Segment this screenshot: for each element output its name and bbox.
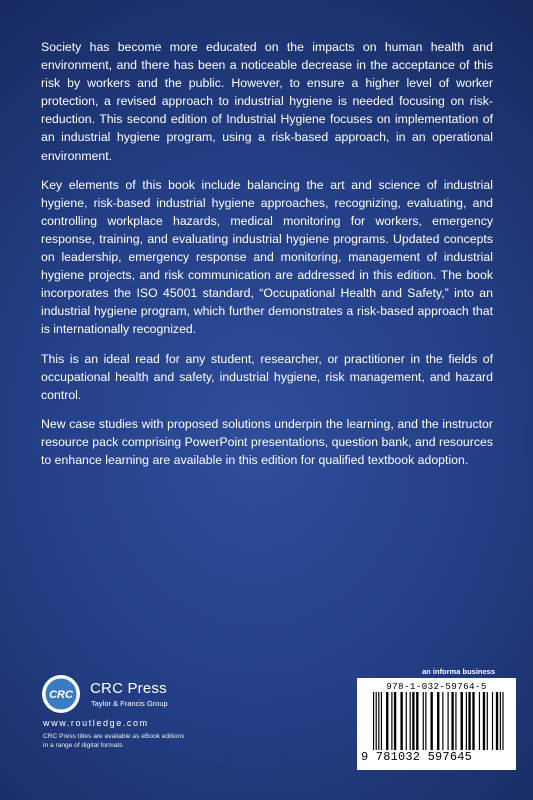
barcode-bar (423, 692, 424, 750)
crc-logo-text: CRC (49, 689, 73, 701)
barcode-bar (496, 692, 498, 750)
blurb-paragraph: This is an ideal read for any student, researcher, or practitioner in the fields of occupational health and safety, industrial hygiene, risk management, and hazard control. (41, 351, 493, 402)
barcode-bar (487, 692, 488, 750)
informa-tagline: an informa business (422, 667, 495, 676)
barcode-bar (425, 692, 426, 750)
barcode-bar (483, 692, 485, 750)
ebook-note-line: CRC Press titles are available as eBook editions (43, 733, 185, 740)
publisher-name: CRC Press (90, 680, 167, 697)
barcode-bar (492, 692, 493, 750)
barcode-bar (479, 692, 480, 750)
barcode-bar (500, 692, 501, 750)
barcode-bar (391, 692, 392, 750)
barcode-bar (373, 692, 374, 750)
barcode-bar (466, 692, 467, 750)
barcode-bar (410, 692, 411, 750)
barcode-bar (400, 692, 402, 750)
barcode-icon (371, 692, 511, 752)
publisher-website: www.routledge.com (43, 718, 149, 728)
barcode-bar (461, 692, 463, 750)
publisher-block (41, 674, 281, 774)
barcode-bar (394, 692, 396, 750)
barcode-bar (455, 692, 456, 750)
blurb-paragraph: Society has become more educated on the impacts on human health and environment, and there has been a noticeable decrease in the acceptance of this risk by workers and the public. However, to ensure a higher level of worker protection, a revised approach to industrial hygiene is needed focusing on risk-reduction. This second edition of Industrial Hygiene focuses on implementation of an industrial hygiene program, using a risk-based approach, in an operational environment. (41, 40, 493, 163)
blurb-paragraph: Key elements of this book include balancing the art and science of industrial hygiene, risk-based industrial hygiene approaches, recognizing, evaluating, and controlling workplace hazards, medical monitoring for workers, emergency response, training, and evaluating industrial hygiene programs. Updated concepts on leadership, emergency response and monitoring, management of industrial hygiene projects, and risk communication are addressed in this edition. The book incorporates the ISO 45001 standard, “Occupational Health and Safety,” into an industrial hygiene program, which further demonstrates a risk-based approach that is internationally recognized. (41, 177, 493, 337)
barcode-bar (412, 692, 414, 750)
blurb-paragraph: New case studies with proposed solutions underpin the learning, and the instructor resource pack comprising PowerPoint presentations, question bank, and resources to enhance learning are available in this edition for qualified textbook adoption. (41, 416, 493, 467)
back-cover-blurb (41, 38, 493, 480)
barcode-bar (442, 692, 443, 750)
barcode-bar (386, 692, 388, 750)
barcode-digits: 9 781032 597645 (361, 750, 473, 764)
barcode-bar (406, 692, 407, 750)
crc-press-logo-icon (41, 674, 81, 714)
isbn-barcode (357, 678, 516, 770)
barcode-bar (381, 692, 382, 750)
barcode-bar (378, 692, 379, 750)
barcode-bar (451, 692, 453, 750)
barcode-bar (502, 692, 503, 750)
barcode-bar (416, 692, 418, 750)
ebook-note (43, 732, 243, 750)
publisher-group: Taylor & Francis Group (91, 699, 168, 708)
barcode-bar (431, 692, 433, 750)
barcode-bar (448, 692, 449, 750)
barcode-bar (468, 692, 470, 750)
isbn-number: 978-1-032-59764-5 (386, 681, 487, 692)
barcode-bar (472, 692, 474, 750)
barcode-bar (437, 692, 439, 750)
barcode-bar (376, 692, 377, 750)
ebook-note-line: in a range of digital formats (43, 742, 123, 749)
